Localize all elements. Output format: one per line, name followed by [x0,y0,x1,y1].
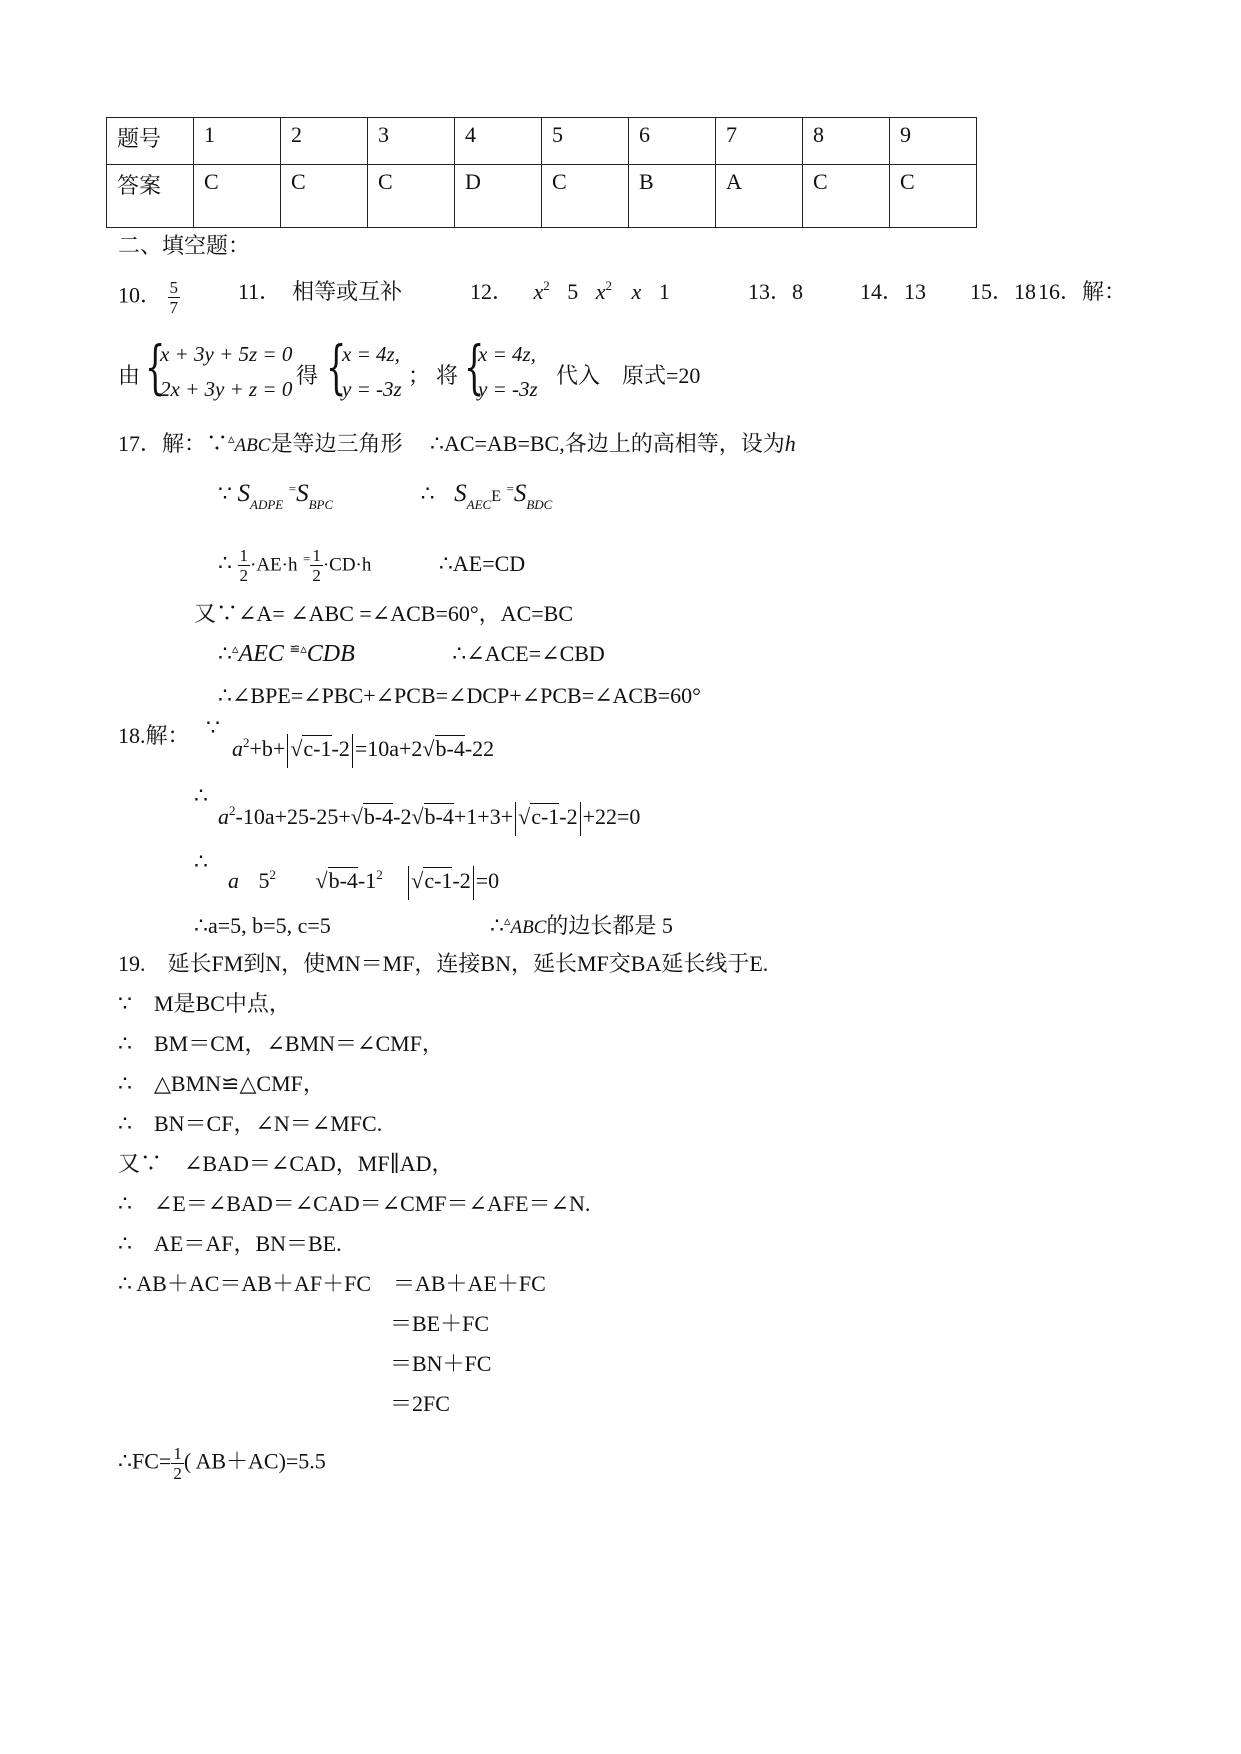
denominator: 2 [173,1464,182,1483]
q19-line: ∴ AB＋AC＝AB＋AF＋FC ＝AB＋AE＋FC [118,1271,546,1296]
table-cell: 2 [281,118,368,165]
text: -2 [331,736,350,762]
q12-sup1: 2 [543,278,550,293]
table-cell: C [803,165,890,228]
therefore-icon: ∴ [218,641,232,666]
table-cell: C [368,165,455,228]
radicand: c-1 [303,736,332,762]
fraction [238,546,251,585]
table-cell: D [455,165,542,228]
therefore-icon: ∴ [218,550,232,576]
because-icon: ∵ [218,481,232,506]
q18-line1: $a^2+b+ √c-1-2 =10a+2√b-4-22$ [232,734,494,768]
table-row-numbers [107,118,977,165]
fraction [310,546,323,585]
text: ( AB＋AC)=5.5 [183,1448,326,1474]
q16-eq4: y = -3z [342,377,402,401]
q19-line: ∴ BN＝CF，∠N＝∠MFC. [118,1111,383,1136]
text: +b+ [249,736,286,762]
denominator: 2 [239,566,248,585]
table-cell: 8 [803,118,890,165]
abs-bar [473,866,474,900]
text: E [491,488,501,505]
equals-sign: = [302,550,311,566]
q19-line: ∴ △BMN≌△CMF， [118,1071,325,1096]
q12-x1: x [533,279,544,304]
triangle-icon: ▵ [300,641,307,656]
text: S [454,480,467,507]
q16-eq2: 2x + 3y + z = 0 [160,377,293,401]
text: 的边长都是 5 [546,913,673,938]
q19-line: ＝2FC [390,1391,450,1416]
text: a [218,804,229,830]
triangle-icon: ▵ [504,913,511,928]
table-cell: 4 [455,118,542,165]
q18-line2: $a^2-10a+25-25+√b-4-2√b-4+1+3+ √c-1-2 +22=0$ [218,802,640,836]
q12-sup2: 2 [605,278,613,293]
numerator: 1 [312,546,321,565]
text: S [513,480,527,507]
table-cell: C [542,165,629,228]
table-cell: 9 [890,118,977,165]
text: 2 [269,867,276,883]
q10-num: 10． [118,282,163,308]
text: ∴∠ACE=∠CBD [452,641,605,666]
q18-head: 18.解： [118,723,190,748]
text: AEC [466,497,492,512]
table-cell: B [629,165,716,228]
radicand: b-4 [435,736,465,762]
radicand: c-1 [531,804,560,830]
section-heading: 二、填空题： [118,233,251,258]
numerator: 5 [169,278,179,297]
text: a [228,868,239,894]
table-cell: A [716,165,803,228]
text: -22 [464,736,495,762]
abs-bar [352,734,353,768]
table-row-answers [107,165,977,228]
q18-line4b [490,912,673,943]
answer-16-head: 16．解： [1038,279,1127,304]
therefore-icon: ∴ [490,913,504,938]
q19-line: ∴ ∠E＝∠BAD＝∠CAD＝∠CMF＝∠AFE＝∠N. [118,1191,591,1216]
q16-semi: ； [408,363,431,388]
table-cell: 3 [368,118,455,165]
abs-bar [287,734,288,768]
table-cell: 1 [194,118,281,165]
text: S [296,480,309,507]
text: 2 [243,735,250,751]
text: 是等边三角形 [270,431,403,456]
table-cell: 7 [716,118,803,165]
q16-eq1: x + 3y + 5z = 0 [160,342,293,366]
congruent-sign: ≌ [289,641,301,656]
q16-de: 得 [296,363,319,388]
q10-fraction [168,278,181,317]
text: ∴AC=AB=BC,各边上的高相等，设为 [429,431,785,456]
text: =10a+2 [354,736,423,762]
text: a [232,736,243,762]
denominator: 2 [312,566,321,585]
answer-15: 15．18 [970,279,1037,304]
text: +1+3+ [453,804,514,830]
table-cell: C [281,165,368,228]
q17-line6: ∴∠BPE=∠PBC+∠PCB=∠DCP+∠PCB=∠ACB=60° [218,683,701,708]
q12-1: 1 [658,279,670,304]
q19-line: ∴ BM＝CM，∠BMN＝∠CMF， [118,1031,444,1056]
triangle-icon: ▵ [228,431,235,446]
text: CDB [306,641,355,667]
text: -10a+25-25+ [235,804,351,830]
text: AEC [238,641,284,667]
q19-line: 又∵ ∠BAD＝∠CAD，MF∥AD， [118,1151,454,1176]
answer-14: 14．13 [860,279,927,304]
q16-eq3: x = 4z, [342,342,400,366]
text: ·AE·h [250,554,298,576]
table-cell: 6 [629,118,716,165]
text: ∴AE=CD [438,550,526,576]
q17-line1 [118,430,796,461]
text: ADPE [250,497,284,512]
therefore-icon: ∴ [194,849,208,874]
text: -1 [357,868,377,894]
abs-bar [515,802,516,836]
therefore-icon: ∴ [420,481,435,506]
text: BPC [308,497,334,512]
q16-eq6: y = -3z [478,377,538,401]
q16-tail: 代入 原式=20 [556,363,701,388]
answer-11: 11． 相等或互补 [238,279,403,304]
numerator: 1 [239,546,248,565]
q18-line4a: ∴a=5, b=5, c=5 [194,913,331,938]
text: +22=0 [582,804,641,830]
text: 2 [376,867,383,883]
q12-x3: x [631,279,642,304]
q17-line5 [218,640,605,671]
q16-jiang: 将 [436,363,459,388]
text: 5 [258,868,270,894]
answer-label: 答案 [107,165,194,228]
because-icon: ∵ [206,715,220,740]
q19-line: 19. 延长FM到N，使MN＝MF，连接BN，延长MF交BA延长线于E. [118,951,769,976]
q16-you: 由 [118,363,141,388]
numerator: 1 [173,1444,182,1463]
q19-line: ＝BN＋FC [390,1351,492,1376]
q19-line: ∵ M是BC中点， [118,991,291,1016]
q12-5: 5 [567,279,579,304]
answer-table [106,117,977,228]
equals-sign: = [506,481,514,496]
denominator: 7 [169,298,179,317]
q19-line: ＝BE＋FC [390,1311,490,1336]
table-cell: 5 [542,118,629,165]
radicand: b-4 [363,804,394,830]
text: S [237,480,250,507]
abs-bar [408,866,409,900]
text: ∴FC= [118,1448,172,1474]
header-label: 题号 [107,118,194,165]
triangle-icon: ▵ [232,641,239,656]
abs-bar [580,802,581,836]
text: -2 [452,868,471,894]
answer-13: 13．8 [748,279,804,304]
q17-line2 [218,480,552,511]
text: ABC [510,917,547,938]
text: 17．解：∵ [118,431,229,456]
text: =0 [475,868,500,894]
q17-line3 [218,546,525,585]
text: -2 [393,804,412,830]
q16-eq5: x = 4z, [478,342,536,366]
text: ABC [234,435,271,456]
brace: { [326,333,347,401]
q12-num: 12． [470,279,515,304]
q17-line4: 又∵∠A= ∠ABC =∠ACB=60°，AC=BC [194,601,573,626]
text: 2 [229,803,236,819]
brace: { [464,333,485,401]
text: ·CD·h [322,554,372,576]
answer-10 [118,278,180,317]
text: h [784,431,796,456]
final-line [118,1444,326,1483]
radicand: b-4 [328,868,358,894]
q19-line: ∴ AE＝AF，BN＝BE. [118,1231,342,1256]
table-cell: C [890,165,977,228]
radicand: b-4 [424,804,454,830]
text: BDC [526,497,553,512]
equals-sign: = [288,481,297,496]
fraction [171,1444,184,1483]
brace: { [145,333,166,401]
q12-x2: x [595,279,606,304]
radicand: c-1 [424,868,453,894]
therefore-icon: ∴ [194,783,208,808]
answer-12 [470,278,670,309]
table-cell: C [194,165,281,228]
q18-line3: a $5^2$ $√b-4-1^2$ √c-1-2 =0 [228,866,499,900]
text: -2 [559,804,578,830]
